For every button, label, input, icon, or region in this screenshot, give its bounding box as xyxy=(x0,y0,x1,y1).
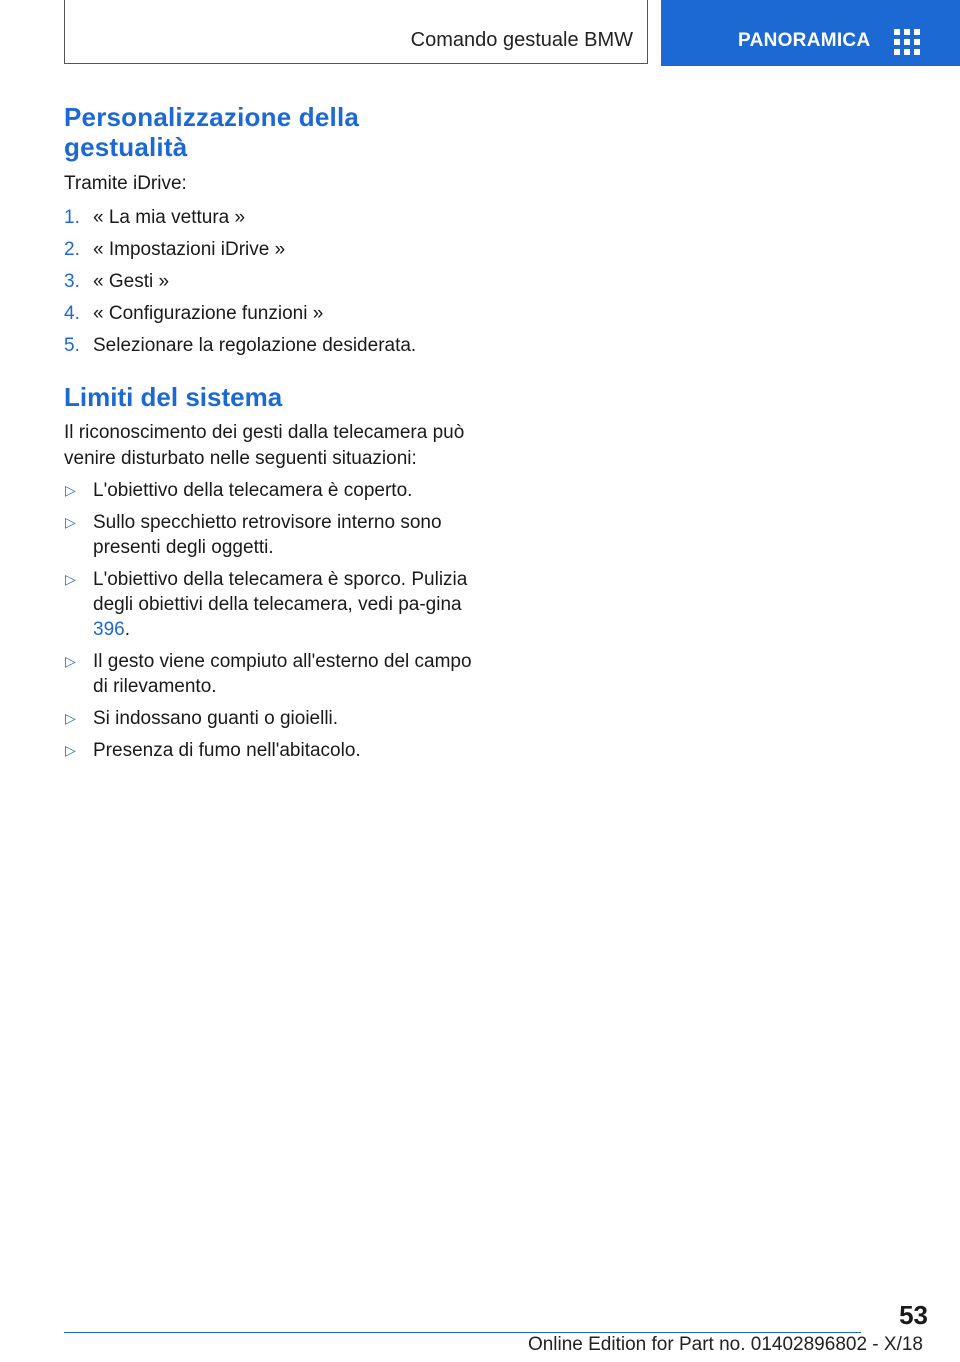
list-item: ▷ Il gesto viene compiuto all'esterno del campo di rilevamento. xyxy=(65,651,472,697)
list-item: 4. « Configurazione funzioni » xyxy=(64,303,324,324)
intro-text: Tramite iDrive: xyxy=(64,173,187,194)
list-item: ▷ L'obiettivo della telecamera è coperto. xyxy=(65,480,413,501)
grid-menu-icon[interactable] xyxy=(894,29,920,55)
triangle-bullet-icon: ▷ xyxy=(65,742,76,758)
list-item: ▷ Si indossano guanti o gioielli. xyxy=(65,708,339,729)
list-item: ▷ Presenza di fumo nell'abitacolo. xyxy=(65,740,361,761)
list-item: 5. Selezionare la regolazione desiderata. xyxy=(64,335,417,356)
page-number: 53 xyxy=(899,1300,928,1330)
list-item: ▷ Sullo specchietto retrovisore interno sono presenti degli oggetti. xyxy=(65,512,442,558)
limits-list xyxy=(64,478,484,763)
header-section-box xyxy=(64,0,648,64)
page-link-396[interactable]: 396 xyxy=(93,619,125,640)
tab-panoramica[interactable] xyxy=(661,0,960,66)
triangle-bullet-icon: ▷ xyxy=(65,571,76,587)
tab-panoramica-label: PANORAMICA xyxy=(738,30,871,51)
section-heading-limiti: Limiti del sistema xyxy=(64,382,283,412)
triangle-bullet-icon: ▷ xyxy=(65,653,76,669)
footer-divider xyxy=(64,1332,861,1333)
list-item: 1. « La mia vettura » xyxy=(64,207,246,228)
triangle-bullet-icon: ▷ xyxy=(65,710,76,726)
triangle-bullet-icon: ▷ xyxy=(65,514,76,530)
section-heading-personalizzazione: Personalizzazione della gestualità xyxy=(64,102,360,162)
list-item: ▷ L'obiettivo della telecamera è sporco. Pulizia degli obiettivi della telecamera, vedi pa-gina 396. xyxy=(65,569,468,640)
header-section-title: Comando gestuale BMW xyxy=(410,29,633,51)
steps-list xyxy=(64,204,484,360)
limits-intro-text: Il riconoscimento dei gesti dalla telecamera può venire disturbato nelle seguenti situazioni: xyxy=(64,422,465,469)
list-item: 2. « Impostazioni iDrive » xyxy=(64,239,286,260)
list-item: 3. « Gesti » xyxy=(64,271,170,292)
footer-edition-text: Online Edition for Part no. 01402896802 - X/18 xyxy=(527,1334,923,1355)
main-content xyxy=(64,102,484,770)
triangle-bullet-icon: ▷ xyxy=(65,482,76,498)
